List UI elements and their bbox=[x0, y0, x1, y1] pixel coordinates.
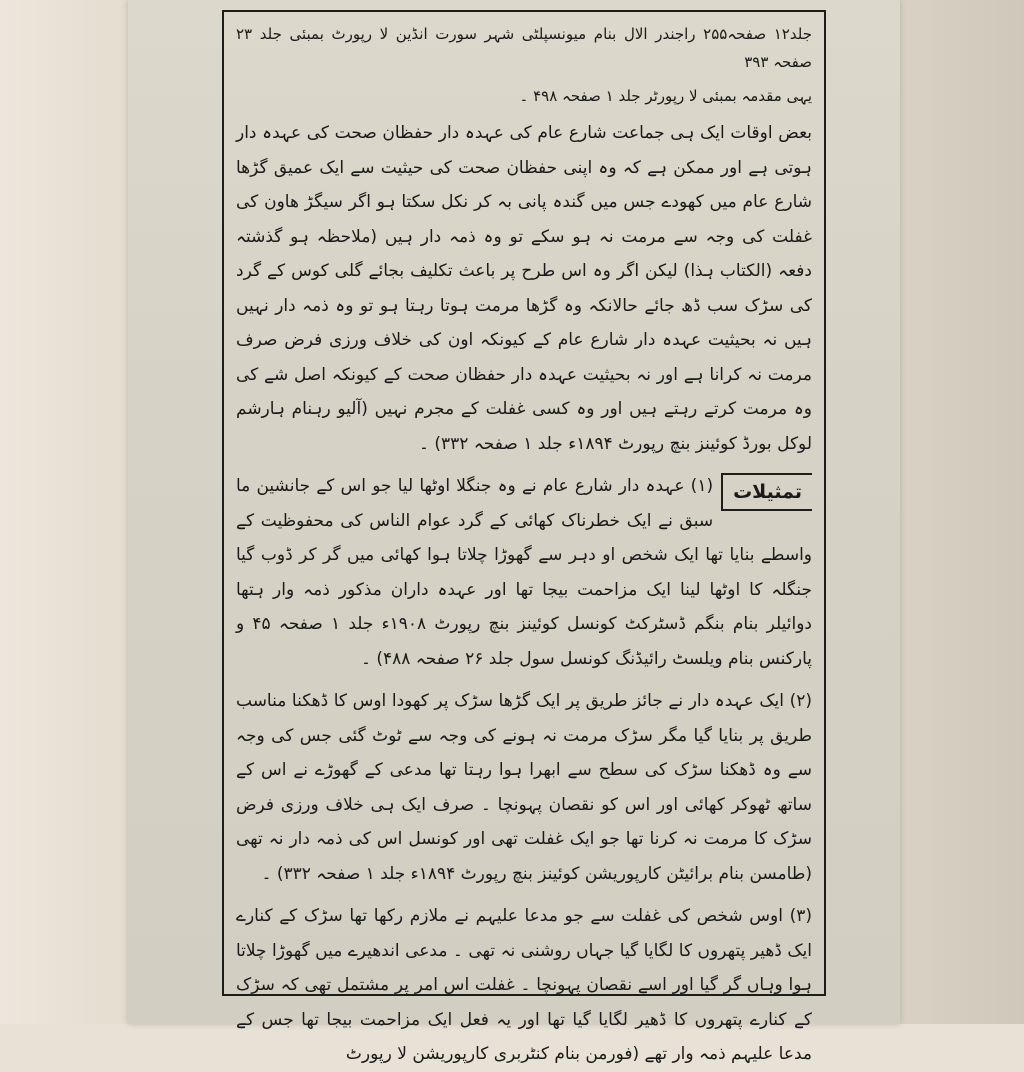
spacer bbox=[236, 891, 812, 899]
spacer bbox=[236, 676, 812, 684]
example-2: (۲) ایک عہدہ دار نے جائز طریق پر ایک گڑھا سڑک پر کھودا اوس کا ڈھکنا مناسب طریق پر بنایا گیا مگر سڑک مرمت نہ ہونے کی وجہ سے ٹوٹ گئی جس کی وجہ سے وہ ڈھکنا سڑک کی سطح سے ابھرا ہوا رہتا تھا مدعی کے گھوڑے نے اس کے ساتھ ٹھوکر کھائی اور اس کو نقصان پہونچا ۔ صرف ایک ہی خلاف ورزی فرض سڑک کا مرمت نہ کرنا تھا جو ایک غفلت تھی اور کونسل اس کی ذمہ دار نہ تھی (طامسن بنام برائیٹن کارپوریشن کوئینز بنچ رپورٹ ۱۸۹۴ء جلد ۱ صفحہ ۳۳۲) ۔ bbox=[236, 691, 812, 884]
page-content bbox=[236, 20, 812, 1064]
example-1: (۱) عہدہ دار شارع عام نے وہ جنگلا اوٹھا لیا جو اس کے جانشین ما سبق نے ایک خطرناک کھائی کے گرد عوام الناس کی محفوظیت کے واسطے بنایا تھا ایک شخص او دہر سے گھوڑا چلاتا ہوا کھائی میں گر کر ڈوب گیا جنگلہ کا اوٹھا لینا ایک مزاحمت بیجا تھا اور عہدہ داران مذکور ذمہ وار ہتھا دوائیلر بنام بنگم ڈسٹرکٹ کونسل کوئینز بنچ رپورٹ ۱۹۰۸ء جلد ۱ صفحہ ۴۵ و پارکنس بنام ویلسٹ رائیڈنگ کونسل سول جلد ۲۶ صفحہ ۴۸۸) ۔ bbox=[236, 476, 812, 669]
examples-heading: تمثیلات bbox=[721, 473, 812, 511]
citation-line-1: جلد۱۲ صفحہ۲۵۵ راجندر الال بنام میونسپلٹی شہر سورت انڈین لا رپورٹ بمبئی جلد ۲۳ صفحہ ۳۹۳ bbox=[236, 25, 812, 71]
paragraph-1: بعض اوقات ایک ہی جماعت شارع عام کی عہدہ دار حفظان صحت کی عہدہ دار ہوتی ہے اور ممکن ہے کہ وہ اپنی حفظان صحت کی حیثیت سے ایک عمیق گڑھا شارع عام میں کھودے جس میں گندہ پانی بہ کر نکل سکتا ہو اگر سیگڑ ھاون کی غفلت کی وجہ سے مرمت نہ ہو سکے تو وہ ذمہ دار ہیں (ملاحظہ ہو گذشتہ دفعہ (الکتاب ہذا) لیکن اگر وہ اس طرح پر باعث تکلیف بجائے گلی کوس کے گرد کی سڑک سب ڈھ جائے حالانکہ وہ گڑھا مرمت ہوتا رہتا ہو تو وہ ذمہ دار نہیں ہیں نہ بحیثیت عہدہ دار شارع عام کے کیونکہ اون کی خلاف ورزی فرض صرف مرمت نہ کرانا ہے اور نہ بحیثیت عہدہ دار حفظان صحت کے کیونکہ اصل شے کی وہ مرمت کرتے رہتے ہیں اور وہ کسی غفلت کے مجرم نہیں (آلیو رہنام ہارشم لوکل بورڈ کوئینز بنچ رپورٹ ۱۸۹۴ء جلد ۱ صفحہ ۳۳۲) ۔ bbox=[236, 123, 812, 454]
example-3: (۳) اوس شخص کی غفلت سے جو مدعا علیہم نے ملازم رکھا تھا سڑک کے کنارے ایک ڈھیر پتھروں کا لگایا گیا جہاں روشنی نہ تھی ۔ مدعی اندھیرے میں گھوڑا چلاتا ہوا وہاں گر گیا اور اسے نقصان پہونچا ۔ غفلت اس امر پر مشتمل تھی کہ سڑک کے کنارے پتھروں کا ڈھیر لگایا گیا تھا اور یہ فعل ایک مزاحمت بیجا تھا جس کے مدعا علیہم ذمہ وار تھے (فورمن بنام کنٹربری کارپوریشن لا رپورٹ bbox=[236, 906, 812, 1064]
citation-line-2: یہی مقدمہ بمبئی لا رپورٹر جلد ۱ صفحہ ۴۹۸ ۔ bbox=[519, 87, 812, 105]
spacer bbox=[236, 461, 812, 469]
